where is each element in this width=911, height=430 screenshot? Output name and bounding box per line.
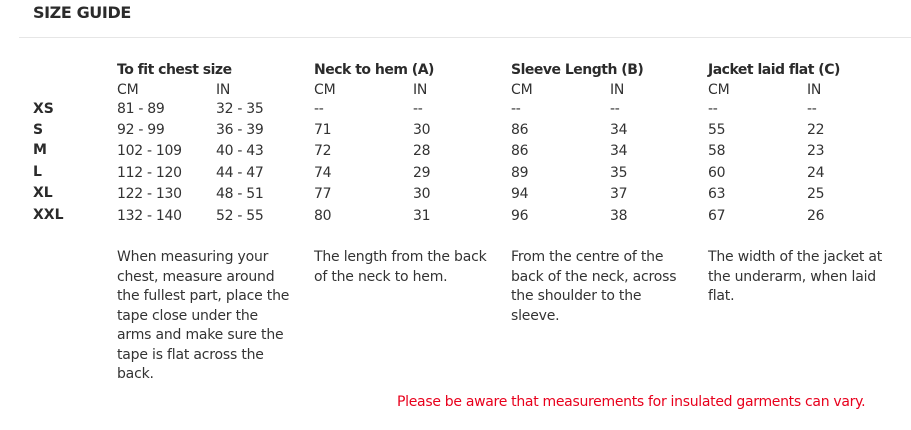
description-line: sleeve. xyxy=(511,307,560,324)
size-label-m: M xyxy=(33,142,47,158)
page-title: SIZE GUIDE xyxy=(33,3,131,22)
table-cell: 80 xyxy=(314,208,332,224)
description-line: arms and make sure the xyxy=(117,327,284,343)
table-cell: 86 xyxy=(511,122,529,138)
table-cell: -- xyxy=(610,101,620,117)
table-cell: 22 xyxy=(807,122,825,138)
table-cell: 40 - 43 xyxy=(216,143,264,159)
description-line: When measuring your xyxy=(117,249,269,265)
unit-label-cm: CM xyxy=(314,82,336,98)
table-cell: 122 - 130 xyxy=(117,186,182,202)
column-heading-neck-to-hem: Neck to hem (A) xyxy=(314,62,434,78)
table-cell: -- xyxy=(314,101,324,117)
size-label-xxl: XXL xyxy=(33,207,64,223)
description-line: back of the neck, across xyxy=(511,268,677,285)
table-cell: 35 xyxy=(610,165,628,181)
table-cell: 23 xyxy=(807,143,825,159)
table-cell: 92 - 99 xyxy=(117,122,165,138)
table-cell: 94 xyxy=(511,186,529,202)
chest-description xyxy=(117,248,289,385)
unit-label-cm: CM xyxy=(117,82,139,98)
table-cell: 44 - 47 xyxy=(216,165,264,181)
description-line: of the neck to hem. xyxy=(314,268,448,285)
table-cell: 38 xyxy=(610,208,628,224)
table-cell: 55 xyxy=(708,122,726,138)
table-cell: 48 - 51 xyxy=(216,186,264,202)
table-cell: 89 xyxy=(511,165,529,181)
table-cell: 96 xyxy=(511,208,529,224)
unit-label-in: IN xyxy=(610,82,625,98)
table-cell: 71 xyxy=(314,122,332,138)
description-line: flat. xyxy=(708,288,735,304)
table-cell: 31 xyxy=(413,208,431,224)
description-line: the fullest part, place the xyxy=(117,288,290,304)
table-cell: 30 xyxy=(413,186,431,202)
jacket-flat-description xyxy=(708,248,882,307)
title-divider xyxy=(19,37,911,38)
table-cell: 81 - 89 xyxy=(117,101,165,117)
unit-label-in: IN xyxy=(216,82,231,98)
table-cell: 24 xyxy=(807,165,825,181)
table-cell: 63 xyxy=(708,186,726,202)
description-line: tape close under the xyxy=(117,307,258,324)
insulated-garments-note: Please be aware that measurements for insulated garments can vary. xyxy=(397,394,866,410)
size-label-xl: XL xyxy=(33,185,53,201)
description-line: tape is flat across the xyxy=(117,346,264,363)
table-cell: 26 xyxy=(807,208,825,224)
table-cell: 86 xyxy=(511,143,529,159)
table-cell: 52 - 55 xyxy=(216,208,264,224)
table-cell: 72 xyxy=(314,143,332,159)
table-cell: -- xyxy=(807,101,817,117)
column-heading-jacket-flat: Jacket laid flat (C) xyxy=(708,62,840,78)
table-cell: 29 xyxy=(413,165,431,181)
description-line: chest, measure around xyxy=(117,268,275,285)
unit-label-cm: CM xyxy=(511,82,533,98)
table-cell: 34 xyxy=(610,122,628,138)
unit-label-in: IN xyxy=(807,82,822,98)
table-cell: 77 xyxy=(314,186,332,202)
description-line: The length from the back xyxy=(314,249,487,265)
table-cell: 32 - 35 xyxy=(216,101,264,117)
size-label-l: L xyxy=(33,164,42,180)
table-cell: -- xyxy=(413,101,423,117)
table-cell: 28 xyxy=(413,143,431,159)
table-cell: 36 - 39 xyxy=(216,122,264,138)
table-cell: -- xyxy=(511,101,521,117)
table-cell: 74 xyxy=(314,165,332,181)
table-cell: 132 - 140 xyxy=(117,208,182,224)
description-line: the shoulder to the xyxy=(511,288,642,304)
column-heading-chest: To fit chest size xyxy=(117,62,232,78)
column-heading-sleeve-length: Sleeve Length (B) xyxy=(511,62,644,78)
size-label-xs: XS xyxy=(33,101,54,117)
size-label-s: S xyxy=(33,122,44,138)
sleeve-length-description xyxy=(511,248,676,326)
table-cell: -- xyxy=(708,101,718,117)
table-cell: 102 - 109 xyxy=(117,143,182,159)
table-cell: 67 xyxy=(708,208,726,224)
table-cell: 58 xyxy=(708,143,726,159)
table-cell: 112 - 120 xyxy=(117,165,182,181)
table-cell: 30 xyxy=(413,122,431,138)
description-line: From the centre of the xyxy=(511,249,664,265)
description-line: back. xyxy=(117,366,154,382)
table-cell: 60 xyxy=(708,165,726,181)
description-line: the underarm, when laid xyxy=(708,268,876,285)
unit-label-in: IN xyxy=(413,82,428,98)
unit-label-cm: CM xyxy=(708,82,730,98)
table-cell: 34 xyxy=(610,143,628,159)
neck-to-hem-description xyxy=(314,248,487,287)
table-cell: 37 xyxy=(610,186,628,202)
table-cell: 25 xyxy=(807,186,825,202)
description-line: The width of the jacket at xyxy=(708,249,883,265)
